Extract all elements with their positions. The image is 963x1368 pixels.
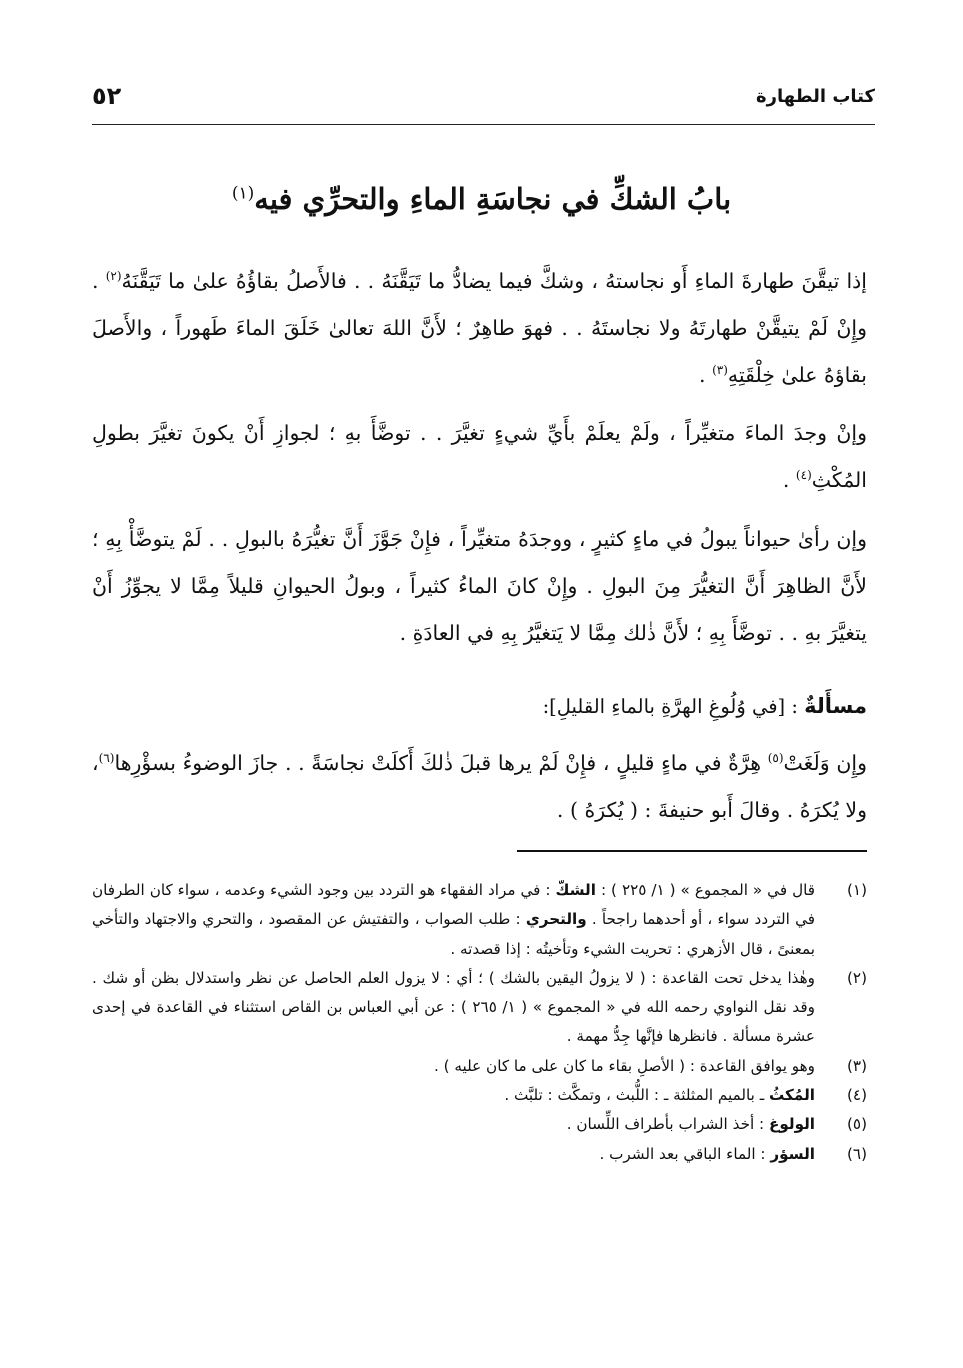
footnote-2 — [92, 964, 867, 1052]
paragraph-1 — [92, 258, 867, 399]
paragraph-text: . — [699, 363, 713, 387]
footnote-text: : طلب الصواب ، والتفتيش عن المقصود ، والتحري والاجتهاد والتأخي بمعنىً ، قال الأزهري : تحريت الشيء وتأخيتُه : إذا قصدته . — [92, 910, 815, 958]
footnote-term: الشكّ — [555, 881, 596, 899]
paragraph-text: إذا تيقَّنَ طهارةَ الماءِ أَو نجاستهُ ، وشكَّ فيما يضادُّ ما تَيَقَّنَهُ . . فالأَصلُ بقاؤُهُ علىٰ ما تَيَقَّنَهُ — [121, 269, 867, 293]
paragraph-2 — [92, 410, 867, 504]
paragraph-text: وإنْ وجدَ الماءَ متغيِّراً ، ولَمْ يعلَمْ بأَيِّ شيءٍ تغيَّرَ . . توضَّأَ بهِ ؛ لجوازِ أَنْ يكونَ تغيَّرَ بطولِ المُكْثِ — [92, 421, 867, 492]
footnotes — [92, 876, 867, 1169]
footnote-text: وهو يوافق القاعدة : ( الأصلِ بقاء ما كان على ما كان عليه ) . — [433, 1056, 815, 1075]
footnote-text: : الماء الباقي بعد الشرب . — [599, 1144, 771, 1163]
footnote-number: (٤) — [846, 1086, 867, 1105]
footnote-text: وهٰذا يدخل تحت القاعدة : ( لا يزولُ اليقين بالشك ) ؛ أي : لا يزول العلم الحاصل عن نظر واستدلال بظن أو شك . وقد نقل النواوي رحمه الله في « المجموع » ( ١/ ٢٦٥ ) : عن أبي العباس بن القاص استثناء في القاعدة في إحدى عشرة مسألة . فانظرها فإنَّها جِدُّ مهمة . — [92, 968, 815, 1046]
paragraph-text: . — [782, 468, 796, 492]
footnote-ref: (٥) — [767, 751, 784, 766]
footnote-text: : في مراد الفقهاء هو التردد بين وجود الشيء وعدمه ، سواء كان الطرفان في التردد سواء ، أو أحدهما راجحاً . — [92, 881, 815, 929]
footnote-term: السؤر — [770, 1144, 815, 1163]
footnote-separator — [517, 850, 867, 852]
footnote-number: (٣) — [846, 1056, 867, 1075]
masala-heading — [92, 686, 867, 727]
paragraph-text: هِرَّةٌ في ماءٍ قليلٍ ، فإِنْ لَمْ يرها قبلَ ذٰلكَ أَكلَتْ نجاسَةً . . جازَ الوضوءُ بسؤْرِها — [114, 751, 768, 775]
paragraph-3 — [92, 516, 867, 657]
footnote-term: والتحري — [525, 910, 587, 929]
footnote-ref: (٦) — [98, 751, 115, 766]
footnote-number: (٢) — [846, 968, 867, 987]
page-number: ٥٢ — [92, 82, 122, 110]
footnote-ref: (١) — [231, 183, 255, 204]
footnote-text: قال في « المجموع » ( ١/ ٢٢٥ ) : — [595, 881, 815, 899]
footnote-3 — [92, 1052, 867, 1081]
footnote-term: المُكثُ — [768, 1086, 815, 1105]
page-header — [92, 82, 875, 125]
footnote-ref: (٤) — [795, 468, 812, 483]
paragraph-text: وإن رأىٰ حيواناً يبولُ في ماءٍ كثيرٍ ، ووجدَهُ متغيِّراً ، فإِنْ جَوَّزَ أَنَّ تغيُّرَهُ بالبولِ . . لَمْ يتوضَّأْ بِهِ ؛ لأَنَّ الظاهِرَ أَنَّ التغيُّرَ مِنَ البولِ . وإِنْ كانَ الماءُ كثيراً ، وبولُ الحيوانِ قليلاً مِمَّا لا يجوِّزُ أَنْ يتغيَّرَ بهِ . . توضَّأَ بِهِ ؛ لأَنَّ ذٰلك مِمَّا لا يَتغيَّرُ بِهِ في العادَةِ . — [92, 527, 867, 645]
footnote-5 — [92, 1110, 867, 1139]
footnote-term: الولوغ — [768, 1115, 815, 1134]
footnote-ref: (٢) — [105, 269, 122, 284]
chapter-title — [92, 182, 871, 216]
paragraph-4 — [92, 740, 867, 834]
footnote-ref: (٣) — [712, 363, 728, 378]
paragraph-text: ، ولا يُكرَهُ . وقالَ أَبو حنيفةَ : ( يُكرَهُ ) . — [92, 751, 867, 822]
footnote-number: (٥) — [846, 1115, 867, 1134]
footnote-number: (٦) — [846, 1144, 867, 1163]
footnote-number: (١) — [846, 881, 867, 899]
masala-topic: : [في وُلُوغِ الهرَّةِ بالماءِ القليلِ]: — [542, 695, 805, 718]
paragraph-text: . وإِنْ لَمْ يتيقَّنْ طهارتَهُ ولا نجاستَهُ . . فهوَ طاهِرٌ ؛ لأَنَّ اللهَ تعالىٰ خَلَقَ الماءَ طَهوراً ، والأَصلَ بقاؤهُ علىٰ خِلْقَتِهِ — [92, 269, 867, 387]
footnote-6 — [92, 1140, 867, 1169]
running-head: كتاب الطهارة — [755, 86, 875, 107]
footnote-text: : أخذ الشراب بأطراف اللِّسان . — [566, 1115, 769, 1134]
masala-label: مسأَلةٌ — [804, 694, 867, 718]
paragraph-text: وإِن وَلَغَتْ — [783, 751, 867, 775]
chapter-title-text: بابُ الشكِّ في نجاسَةِ الماءِ والتحرِّي فيه — [254, 182, 732, 216]
footnote-1 — [92, 876, 867, 964]
footnote-text: ـ بالميم المثلثة ـ : اللُّبث ، وتمكَّث : تلبَّث . — [504, 1086, 769, 1105]
footnote-4 — [92, 1081, 867, 1110]
